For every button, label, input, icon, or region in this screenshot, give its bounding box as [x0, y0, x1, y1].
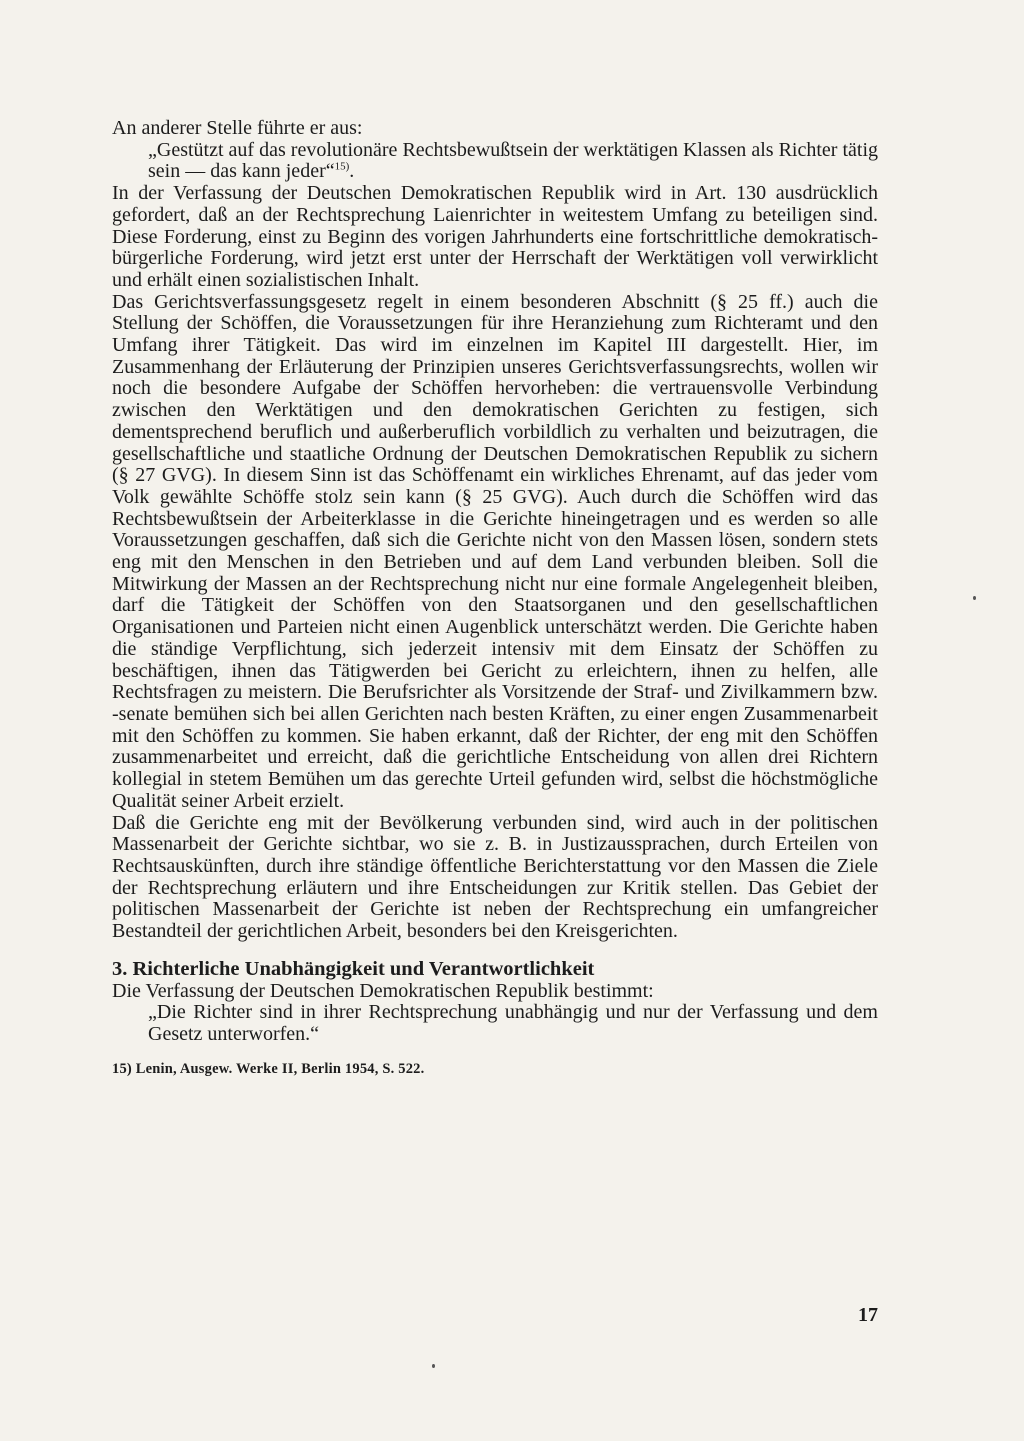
page-number: 17 [858, 1304, 878, 1326]
scan-speck [973, 596, 976, 600]
paragraph-court-law: Das Gerichtsverfassungsgesetz regelt in einem besonderen Abschnitt (§ 25 ff.) auch die Stellung der Schöffen, die Voraussetzungen für ihre Heranziehung zum Richteramt und den Umfang ihrer Tätigkeit. Das wird im einzelnen im Kapitel III dargestellt. Hier, im Zusammenhang der Erläuterung der Prinzipien unseres Gerichtsverfassungsrechts, wollen wir noch die besondere Aufgabe der Schöffen hervorheben: die vertrauensvolle Verbindung zwischen den Werktätigen und den demokratischen Gerichten zu festigen, sich dementsprechend beruflich und außerberuflich vorbildlich zu verhalten und beizutragen, die gesellschaftliche und staatliche Ordnung der Deutschen Demokratischen Republik zu sichern (§ 27 GVG). In diesem Sinn ist das Schöffenamt ein wirkliches Ehrenamt, auf das jeder vom Volk gewählte Schöffe stolz sein kann (§ 25 GVG). Auch durch die Schöffen wird das Rechtsbewußtsein der Arbeiterklasse in die Gerichte hineingetragen und es werden so alle Voraussetzungen geschaffen, daß sich die Gerichte nicht von den Massen lösen, sondern stets eng mit den Menschen in den Betrieben und auf dem Land verbunden bleiben. Soll die Mitwirkung der Massen an der Rechtsprechung nicht nur eine formale Angelegenheit bleiben, darf die Tätigkeit der Schöffen von den Staatsorganen und den gesellschaftlichen Organisationen und Parteien nicht einen Augenblick unterschätzt werden. Die Gerichte haben die ständige Verpflichtung, sich jederzeit intensiv mit dem Einsatz der Schöffen zu beschäftigen, ihnen das Tätigwerden bei Gericht zu erleichtern, ihnen zu helfen, alle Rechtsfragen zu meistern. Die Berufsrichter als Vorsitzende der Straf- und Zivilkammern bzw. -senate bemühen sich bei allen Gerichten nach besten Kräften, zu einer engen Zusammenarbeit mit den Schöffen zu kommen. Sie haben erkannt, daß der Richter, der eng mit den Schöffen zusammenarbeitet und erreicht, daß die gerichtliche Entscheidung von allen drei Richtern kollegial in stetem Bemühen um das gerechte Urteil gefunden wird, selbst die höchstmögliche Qualität seiner Arbeit erzielt. [112, 290, 878, 812]
scan-speck [432, 1364, 435, 1368]
footnote-ref: 15) [334, 160, 350, 173]
document-page [112, 117, 878, 1326]
quote-lenin: „Gestützt auf das revolutionäre Rechtsbewußtsein der werktätigen Klassen als Richter tätig sein — das kann jeder“$^{15)}$. [148, 138, 878, 183]
document-body [112, 118, 878, 1046]
paragraph-mass-work: Daß die Gerichte eng mit der Bevölkerung verbunden sind, wird auch in der politischen Massenarbeit der Gerichte sichtbar, wo sie z. B. in Justizaussprachen, durch Erteilen von Rechtsauskünften, durch ihre ständige öffentliche Berichterstattung vor den Massen die Ziele der Rechtsprechung erläutern und ihre Entscheidungen zur Kritik stellen. Das Gebiet der politischen Massenarbeit der Gerichte ist neben der Rechtsprechung ein umfangreicher Bestandteil der gerichtlichen Arbeit, besonders bei den Kreisgerichten. [112, 811, 878, 943]
quote-constitution: „Die Richter sind in ihrer Rechtsprechung unabhängig und nur der Verfassung und dem Gesetz unterworfen.“ [148, 1001, 878, 1046]
section-heading: 3. Richterliche Unabhängigkeit und Verantwortlichkeit [112, 957, 595, 980]
paragraph-constitution-lead: Die Verfassung der Deutschen Demokratischen Republik bestimmt: [112, 979, 654, 1002]
quote-lenin-text: „Gestützt auf das revolutionäre Rechtsbewußtsein der werktätigen Klassen als Richter tätig sein — das kann jeder“ [148, 138, 878, 183]
paragraph-intro: An anderer Stelle führte er aus: [112, 117, 363, 139]
paragraph-constitution: In der Verfassung der Deutschen Demokratischen Republik wird in Art. 130 ausdrücklich gefordert, daß an der Rechtsprechung Laienrichter in weitestem Umfang zu beteiligen sind. Diese Forderung, einst zu Beginn des vorigen Jahrhunderts eine fortschrittliche demokratisch-bürgerliche Forderung, wird jetzt erst unter der Herrschaft der Werktätigen voll verwirklicht und erhält einen sozialistischen Inhalt. [112, 182, 878, 291]
footnote: 15) Lenin, Ausgew. Werke II, Berlin 1954, S. 522. [112, 1060, 425, 1077]
